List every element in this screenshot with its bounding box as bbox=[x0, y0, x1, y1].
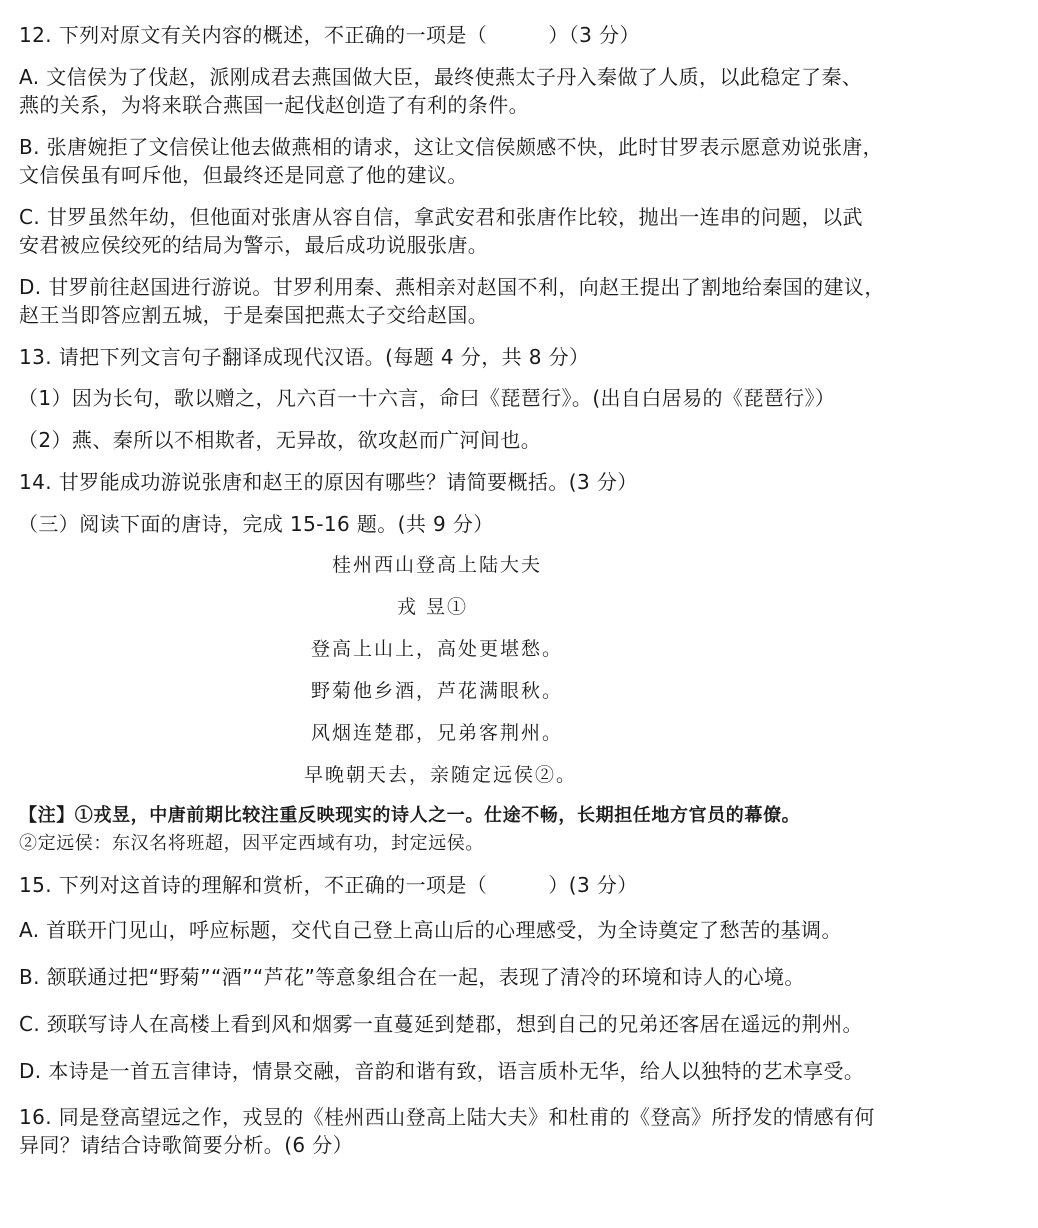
poem-note-line-1: 【注】①戎昱，中唐前期比较注重反映现实的诗人之一。仕途不畅，长期担任地方官员的幕僚。 bbox=[19, 805, 801, 826]
question-12-option-d-line2: 赵王当即答应割五城，于是秦国把燕太子交给赵国。 bbox=[19, 303, 489, 327]
poem-title: 桂州西山登高上陆大夫 bbox=[332, 554, 543, 576]
question-15-option-b: B. 颔联通过把“野菊”“酒”“芦花”等意象组合在一起，表现了清冷的环境和诗人的心境。 bbox=[19, 965, 805, 989]
section-3-heading: （三）阅读下面的唐诗，完成 15-16 题。(共 9 分） bbox=[18, 512, 494, 536]
question-15-option-c: C. 颈联写诗人在高楼上看到风和烟雾一直蔓延到楚郡，想到自己的兄弟还客居在遥远的荆州。 bbox=[19, 1012, 863, 1036]
poem-line-1: 登高上山上，高处更堪愁。 bbox=[311, 638, 564, 660]
question-13-sentence-1: （1）因为长句，歌以赠之，凡六百一十六言，命曰《琵琶行》。(出自白居易的《琵琶行》） bbox=[18, 386, 836, 410]
question-12-option-d-line1: D. 甘罗前往赵国进行游说。甘罗利用秦、燕相亲对赵国不利，向赵王提出了割地给秦国的建议， bbox=[19, 275, 885, 299]
question-13-stem: 13. 请把下列文言句子翻译成现代汉语。(每题 4 分，共 8 分） bbox=[19, 345, 590, 369]
question-13-sentence-2: （2）燕、秦所以不相欺者，无异故，欲攻赵而广河间也。 bbox=[18, 428, 542, 452]
poem-line-3: 风烟连楚郡，兄弟客荆州。 bbox=[311, 722, 564, 744]
poem-line-2: 野菊他乡酒，芦花满眼秋。 bbox=[311, 680, 564, 702]
poem-note-line-2: ②定远侯：东汉名将班超，因平定西域有功，封定远侯。 bbox=[19, 833, 484, 854]
question-12-option-c-line1: C. 甘罗虽然年幼，但他面对张唐从容自信，拿武安君和张唐作比较，抛出一连串的问题，以武 bbox=[19, 205, 863, 229]
question-15-option-d: D. 本诗是一首五言律诗，情景交融，音韵和谐有致，语言质朴无华，给人以独特的艺术享受。 bbox=[19, 1059, 865, 1083]
question-12-option-a-line1: A. 文信侯为了伐赵，派刚成君去燕国做大臣，最终使燕太子丹入秦做了人质，以此稳定了秦、 bbox=[19, 65, 863, 89]
question-12-option-b-line2: 文信侯虽有呵斥他，但最终还是同意了他的建议。 bbox=[19, 163, 468, 187]
question-14-stem: 14. 甘罗能成功游说张唐和赵王的原因有哪些？请简要概括。(3 分） bbox=[19, 470, 638, 494]
question-15-option-a: A. 首联开门见山，呼应标题，交代自己登上高山后的心理感受，为全诗奠定了愁苦的基调。 bbox=[19, 918, 842, 942]
poem-line-4: 早晚朝天去，亲随定远侯②。 bbox=[304, 764, 578, 786]
poem-author: 戎 昱① bbox=[397, 596, 469, 618]
question-15-stem: 15. 下列对这首诗的理解和赏析，不正确的一项是（ ）(3 分） bbox=[19, 873, 638, 897]
question-16-line-1: 16. 同是登高望远之作，戎昱的《桂州西山登高上陆大夫》和杜甫的《登高》所抒发的情感有何 bbox=[19, 1105, 875, 1129]
question-12-stem: 12. 下列对原文有关内容的概述，不正确的一项是（ ）（3 分） bbox=[19, 23, 640, 47]
question-16-line-2: 异同？请结合诗歌简要分析。(6 分） bbox=[19, 1133, 354, 1157]
question-12-option-b-line1: B. 张唐婉拒了文信侯让他去做燕相的请求，这让文信侯颇感不快，此时甘罗表示愿意劝说张唐， bbox=[19, 135, 884, 159]
question-12-option-a-line2: 燕的关系，为将来联合燕国一起伐赵创造了有利的条件。 bbox=[19, 93, 529, 117]
question-12-option-c-line2: 安君被应侯绞死的结局为警示，最后成功说服张唐。 bbox=[19, 233, 489, 257]
